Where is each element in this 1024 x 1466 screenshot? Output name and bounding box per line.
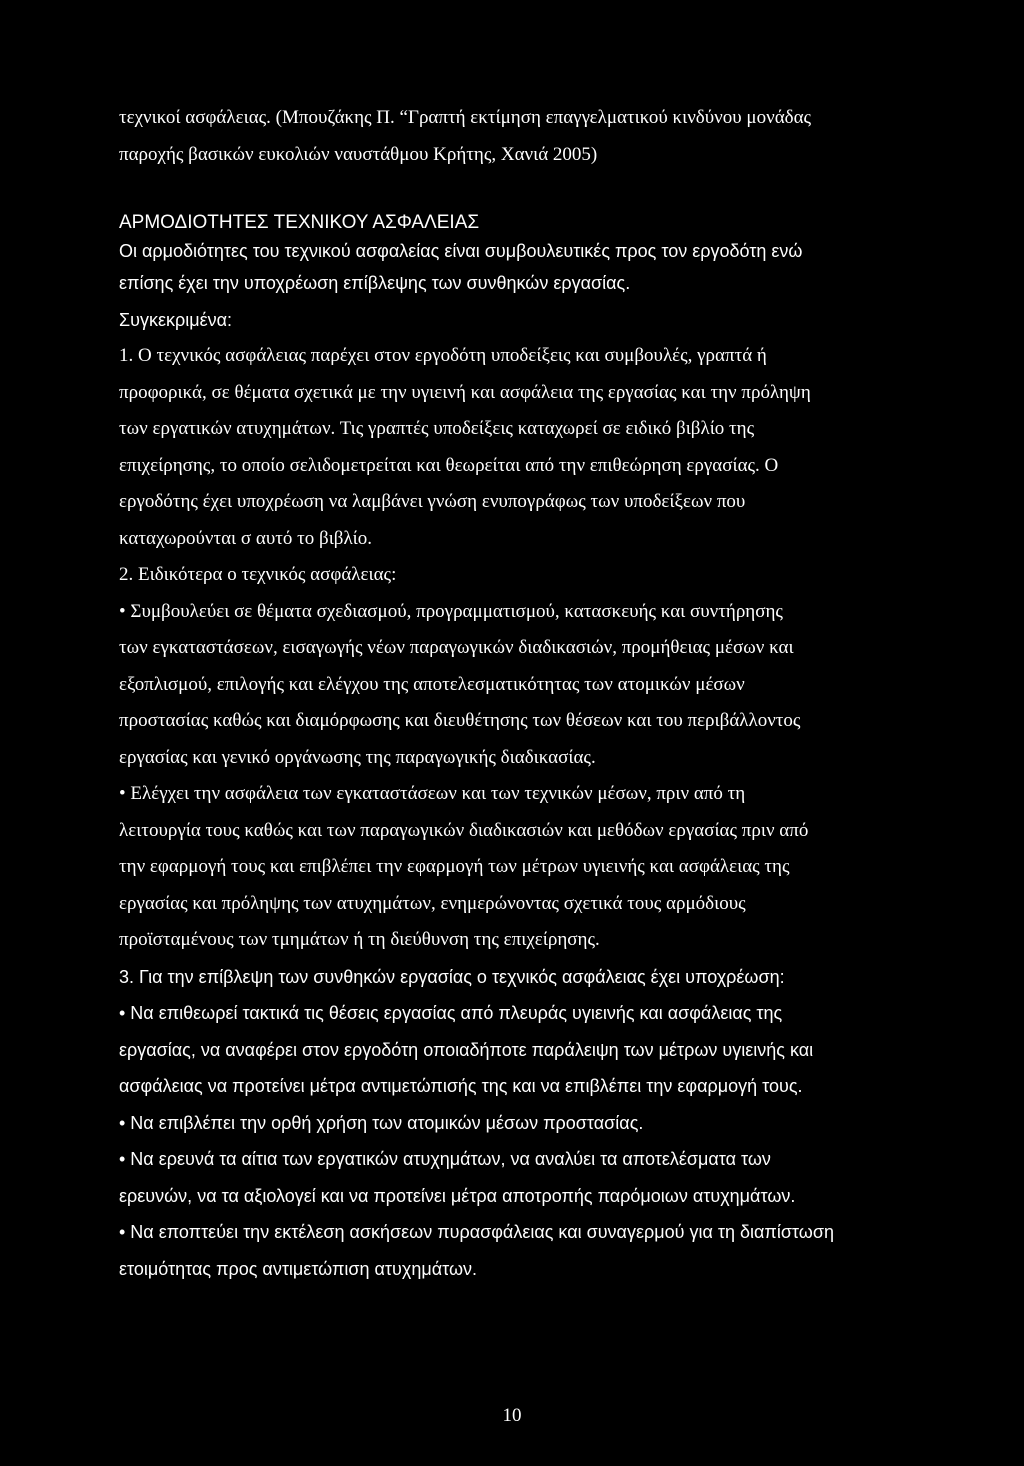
body-line: • Ελέγχει την ασφάλεια των εγκαταστάσεων και των τεχνικών μέσων, πριν από τη xyxy=(119,783,746,804)
intro-line: παροχής βασικών ευκολιών ναυστάθμου Κρήτης, Χανιά 2005) xyxy=(119,143,598,165)
body-line: προστασίας καθώς και διαμόρφωσης και διευθέτησης των θέσεων και του περιβάλλοντος xyxy=(119,710,801,731)
body-line: εργασίας, να αναφέρει στον εργοδότη οποιαδήποτε παράλειψη των μέτρων υγιεινής και xyxy=(119,1039,814,1060)
body-line: των εγκαταστάσεων, εισαγωγής νέων παραγωγικών διαδικασιών, προμήθειας μέσων και xyxy=(119,637,794,658)
body-line: 2. Ειδικότερα ο τεχνικός ασφάλειας: xyxy=(119,564,397,585)
spacer xyxy=(119,173,909,209)
body-line: των εργατικών ατυχημάτων. Τις γραπτές υποδείξεις καταχωρεί σε ειδικό βιβλίο της xyxy=(119,418,755,439)
body-line: ερευνών, να τα αξιολογεί και να προτείνει μέτρα αποτροπής παρόμοιων ατυχημάτων. xyxy=(119,1185,796,1206)
section-title: ΑΡΜΟΔΙΟΤΗΤΕΣ ΤΕΧΝΙΚΟΥ ΑΣΦΑΛΕΙΑΣ xyxy=(119,212,480,233)
body-line: ετοιμότητας προς αντιμετώπιση ατυχημάτων. xyxy=(119,1258,478,1279)
body-line: εργοδότης έχει υποχρέωση να λαμβάνει γνώση ενυπογράφως των υποδείξεων που xyxy=(119,491,746,512)
body-line: εργασίας και γενικό οργάνωσης της παραγωγικής διαδικασίας. xyxy=(119,746,596,768)
body-line: την εφαρμογή τους και επιβλέπει την εφαρμογή των μέτρων υγιεινής και ασφάλειας της xyxy=(119,856,790,877)
body-line: επιχείρησης, το οποίο σελιδομετρείται και θεωρείται από την επιθεώρηση εργασίας. Ο xyxy=(119,454,779,476)
body-line: 1. Ο τεχνικός ασφάλειας παρέχει στον εργοδότη υποδείξεις και συμβουλές, γραπτά ή xyxy=(119,345,767,366)
document-page xyxy=(119,100,909,1287)
body-line: προφορικά, σε θέματα σχετικά με την υγιεινή και ασφάλεια της εργασίας και την πρόληψη xyxy=(119,381,811,403)
body-line: λειτουργία τους καθώς και των παραγωγικών διαδικασιών και μεθόδων εργασίας πριν από xyxy=(119,819,809,841)
section xyxy=(119,209,909,338)
intro-paragraph xyxy=(119,100,909,173)
intro-line: τεχνικοί ασφάλειας. (Μπουζάκης Π. “Γραπτή εκτίμηση επαγγελματικού κινδύνου μονάδας xyxy=(119,107,812,128)
body-line: • Να ερευνά τα αίτια των εργατικών ατυχημάτων, να αναλύει τα αποτελέσματα των xyxy=(119,1149,771,1169)
body-line: 3. Για την επίβλεψη των συνθηκών εργασίας ο τεχνικός ασφάλειας έχει υποχρέωση: xyxy=(119,966,785,987)
body-line: • Συμβουλεύει σε θέματα σχεδιασμού, προγραμματισμού, κατασκευής και συντήρησης xyxy=(119,600,783,622)
page-number: 10 xyxy=(502,1405,522,1426)
body-line: ασφάλειας να προτείνει μέτρα αντιμετώπισής της και να επιβλέπει την εφαρμογή τους. xyxy=(119,1076,803,1096)
section-intro-line: επίσης έχει την υποχρέωση επίβλεψης των συνθηκών εργασίας. xyxy=(119,273,631,293)
body-line: προϊσταμένους των τμημάτων ή τη διεύθυνση της επιχείρησης. xyxy=(119,929,600,950)
section-intro-line: Οι αρμοδιότητες του τεχνικού ασφαλείας είναι συμβουλευτικές προς τον εργοδότη ενώ xyxy=(119,241,803,261)
body-text xyxy=(119,338,909,1287)
body-line: εξοπλισμού, επιλογής και ελέγχου της αποτελεσματικότητας των ατομικών μέσων xyxy=(119,673,745,695)
body-line: καταχωρούνται σ αυτό το βιβλίο. xyxy=(119,527,373,549)
body-line: • Να επιβλέπει την ορθή χρήση των ατομικών μέσων προστασίας. xyxy=(119,1112,644,1133)
body-line: • Να επιθεωρεί τακτικά τις θέσεις εργασίας από πλευράς υγιεινής και ασφάλειας της xyxy=(119,1003,783,1023)
section-intro-line: Συγκεκριμένα: xyxy=(119,309,233,330)
body-line: • Να εποπτεύει την εκτέλεση ασκήσεων πυρασφάλειας και συναγερμού για τη διαπίστωση xyxy=(119,1222,834,1242)
body-line: εργασίας και πρόληψης των ατυχημάτων, ενημερώνοντας σχετικά τους αρμόδιους xyxy=(119,892,746,914)
